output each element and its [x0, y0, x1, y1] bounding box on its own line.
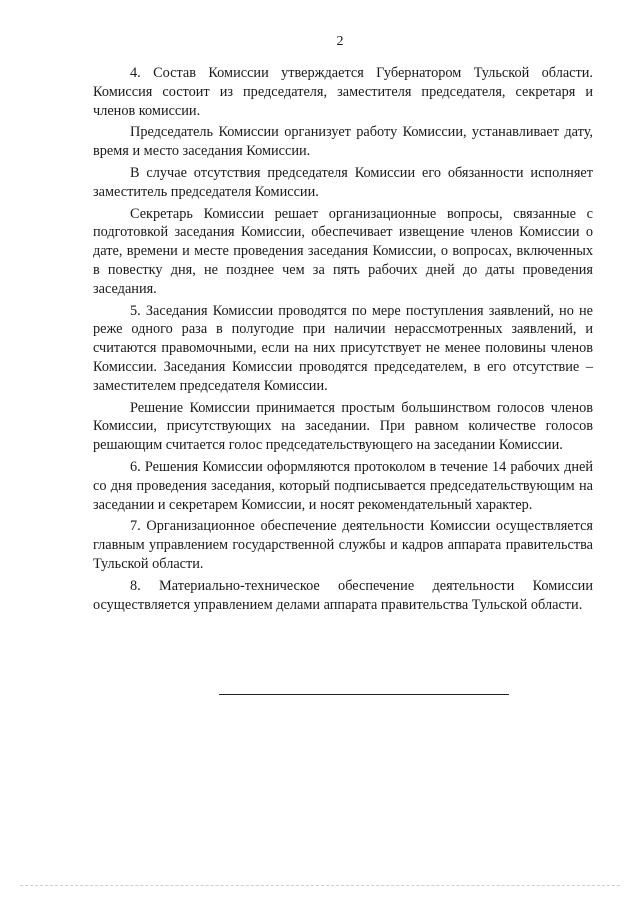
closing-rule — [219, 694, 509, 695]
paragraph-organizational-support: 7. Организационное обеспечение деятельности Комиссии осуществляется главным управлением государственной службы и кадров аппарата правительства Тульской области. — [93, 518, 593, 572]
document-body — [93, 64, 593, 617]
paragraph-deputy: В случае отсутствия председателя Комиссии его обязанности исполняет заместитель председателя Комиссии. — [93, 164, 593, 200]
paragraph-meetings: 5. Заседания Комиссии проводятся по мере поступления заявлений, но не реже одного раза в полугодие при наличии нерассмотренных заявлений, и считаются правомочными, если на них присутствует не менее половины членов Комиссии. Заседания Комиссии проводятся председателем, в его отсутствие – заместителем председателя Комиссии. — [93, 302, 593, 394]
paragraph-secretary: Секретарь Комиссии решает организационные вопросы, связанные с подготовкой заседания Комиссии, обеспечивает извещение членов Комиссии о дате, времени и месте проведения заседания Комиссии, о вопросах, включенных в повестку дня, не позднее чем за пять рабочих дней до даты проведения заседания. — [93, 205, 593, 297]
paragraph-material-support: 8. Материально-техническое обеспечение деятельности Комиссии осуществляется управлением делами аппарата правительства Тульской области. — [93, 577, 593, 613]
page-number: 2 — [336, 34, 344, 49]
paragraph-protocol: 6. Решения Комиссии оформляются протоколом в течение 14 рабочих дней со дня проведения заседания, который подписывается председательствующим на заседании и секретарем Комиссии, и носят рекомендательный характер. — [93, 458, 593, 513]
paragraph-composition: 4. Состав Комиссии утверждается Губернатором Тульской области. Комиссия состоит из председателя, заместителя председателя, секретаря и членов комиссии. — [93, 65, 593, 119]
paragraph-chairman: Председатель Комиссии организует работу Комиссии, устанавливает дату, время и место заседания Комиссии. — [93, 124, 593, 160]
paragraph-decision: Решение Комиссии принимается простым большинством голосов членов Комиссии, присутствующих на заседании. При равном количестве голосов решающим считается голос председательствующего на заседании Комиссии. — [93, 399, 593, 454]
scan-edge-line — [20, 885, 620, 886]
